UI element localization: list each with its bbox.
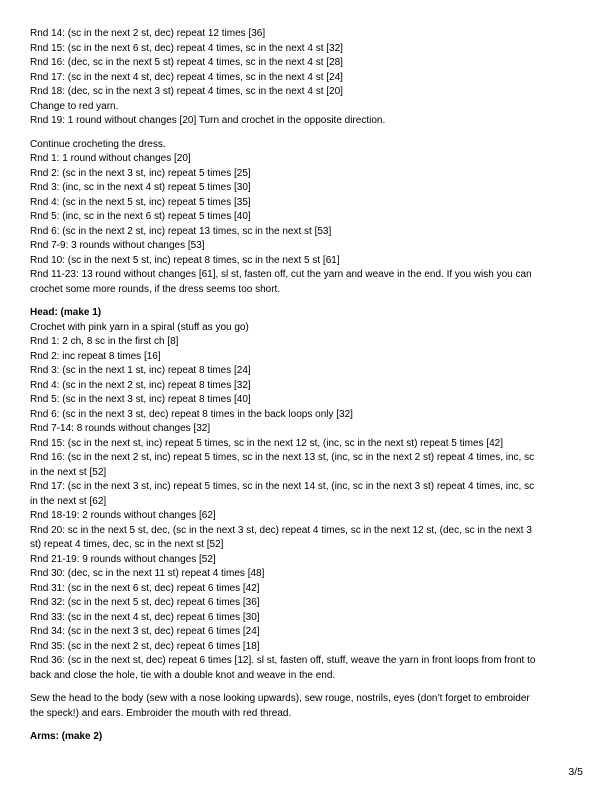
pattern-row: Rnd 11-23: 13 round without changes [61], sl st, fasten off, cut the yarn and weave in the end. If you wish you can: [30, 269, 532, 280]
dress-section: [30, 138, 582, 298]
pattern-row: Rnd 18: (dec, sc in the next 3 st) repeat 4 times, sc in the next 4 st [20]: [30, 86, 343, 97]
section-heading-head: Head: (make 1): [30, 307, 102, 318]
pattern-row: Rnd 19: 1 round without changes [20] Turn and crochet in the opposite direction.: [30, 115, 386, 126]
pattern-row: Rnd 15: (sc in the next st, inc) repeat 5 times, sc in the next 12 st, (inc, sc in the next st) repeat 5 times [42]: [30, 437, 503, 449]
pattern-row: Rnd 16: (dec, sc in the next 5 st) repeat 4 times, sc in the next 4 st [28]: [30, 57, 343, 68]
pattern-row: Rnd 2: (sc in the next 3 st, inc) repeat 5 times [25]: [30, 167, 251, 179]
paragraph-gap: [30, 721, 582, 730]
head-intro: Crochet with pink yarn in a spiral (stuff as you go): [30, 321, 249, 333]
pattern-row: Rnd 3: (sc in the next 1 st, inc) repeat 8 times [24]: [30, 365, 251, 376]
pattern-row-continued: crochet some more rounds, if the dress seems too short.: [30, 283, 281, 295]
pattern-row: Change to red yarn.: [30, 100, 119, 112]
pattern-row: Rnd 35: (sc in the next 2 st, dec) repeat 6 times [18]: [30, 640, 260, 652]
pattern-row: Rnd 32: (sc in the next 5 st, dec) repeat 6 times [36]: [30, 597, 260, 608]
pattern-row: Rnd 3: (inc, sc in the next 4 st) repeat 5 times [30]: [30, 182, 251, 193]
pattern-row: Rnd 36: (sc in the next st, dec) repeat 6 times [12]. sl st, fasten off, stuff, weave the yarn in front loops from front to: [30, 655, 536, 666]
paragraph-gap: [30, 297, 582, 306]
dress-intro: Continue crocheting the dress.: [30, 138, 166, 150]
pattern-row-continued: in the next st [52]: [30, 466, 107, 478]
pattern-row-continued: st) repeat 4 times, dec, sc in the next st [52]: [30, 539, 224, 550]
body-rounds-block: [30, 27, 582, 129]
pattern-row: Rnd 1: 1 round without changes [20]: [30, 153, 191, 164]
pattern-row: Rnd 33: (sc in the next 4 st, dec) repeat 6 times [30]: [30, 611, 260, 623]
head-section: [30, 306, 582, 683]
pattern-row-continued: in the next st [62]: [30, 495, 107, 507]
pattern-row: Rnd 16: (sc in the next 2 st, inc) repeat 5 times, sc in the next 13 st, (inc, sc in the next 2 st) repeat 4 times, inc, sc: [30, 452, 535, 463]
pattern-row: Rnd 31: (sc in the next 6 st, dec) repeat 6 times [42]: [30, 582, 260, 594]
pattern-row: Rnd 4: (sc in the next 2 st, inc) repeat 8 times [32]: [30, 379, 251, 391]
pattern-row: Rnd 17: (sc in the next 3 st, inc) repeat 5 times, sc in the next 14 st, (inc, sc in the next 3 st) repeat 4 times, inc, sc: [30, 481, 535, 492]
pattern-row: Rnd 7-9: 3 rounds without changes [53]: [30, 240, 205, 251]
pattern-row: Rnd 17: (sc in the next 4 st, dec) repeat 4 times, sc in the next 4 st [24]: [30, 71, 343, 83]
pattern-row: Rnd 20: sc in the next 5 st, dec, (sc in the next 3 st, dec) repeat 4 times, sc in the next 12 st, (dec, sc in the next 3: [30, 524, 532, 536]
pattern-row-continued: back and close the hole, tie with a double knot and weave in the end.: [30, 669, 336, 681]
pattern-row: Rnd 7-14: 8 rounds without changes [32]: [30, 423, 211, 434]
paragraph-gap: [30, 683, 582, 692]
assembly-paragraph: [30, 692, 582, 721]
pattern-row: Rnd 5: (inc, sc in the next 6 st) repeat 5 times [40]: [30, 211, 251, 222]
pattern-row: Rnd 4: (sc in the next 5 st, inc) repeat 5 times [35]: [30, 196, 251, 208]
pattern-row: Rnd 5: (sc in the next 3 st, inc) repeat 8 times [40]: [30, 394, 251, 405]
assembly-text: Sew the head to the body (sew with a nose looking upwards), sew rouge, nostrils, eyes (don’t forget to embroider: [30, 693, 530, 704]
pattern-row: Rnd 15: (sc in the next 6 st, dec) repeat 4 times, sc in the next 4 st [32]: [30, 42, 343, 54]
pattern-row: Rnd 10: (sc in the next 5 st, inc) repeat 8 times, sc in the next 5 st [61]: [30, 254, 340, 266]
pattern-row: Rnd 18-19: 2 rounds without changes [62]: [30, 510, 216, 521]
assembly-text-continued: the speck!) and ears. Embroider the mouth with red thread.: [30, 707, 292, 719]
pattern-row: Rnd 30: (dec, sc in the next 11 st) repeat 4 times [48]: [30, 568, 265, 579]
pattern-row: Rnd 14: (sc in the next 2 st, dec) repeat 12 times [36]: [30, 28, 266, 39]
pattern-row: Rnd 6: (sc in the next 3 st, dec) repeat 8 times in the back loops only [32]: [30, 408, 353, 420]
section-heading-arms: Arms: (make 2): [30, 731, 103, 742]
pattern-row: Rnd 34: (sc in the next 3 st, dec) repeat 6 times [24]: [30, 626, 260, 637]
page-number: 3/5: [568, 766, 583, 778]
pattern-row: Rnd 1: 2 ch, 8 sc in the first ch [8]: [30, 336, 179, 347]
pattern-row: Rnd 21-19: 9 rounds without changes [52]: [30, 553, 216, 565]
document-body: [30, 27, 582, 745]
pattern-row: Rnd 2: inc repeat 8 times [16]: [30, 350, 161, 362]
pattern-row: Rnd 6: (sc in the next 2 st, inc) repeat 13 times, sc in the next st [53]: [30, 225, 332, 237]
paragraph-gap: [30, 129, 582, 138]
